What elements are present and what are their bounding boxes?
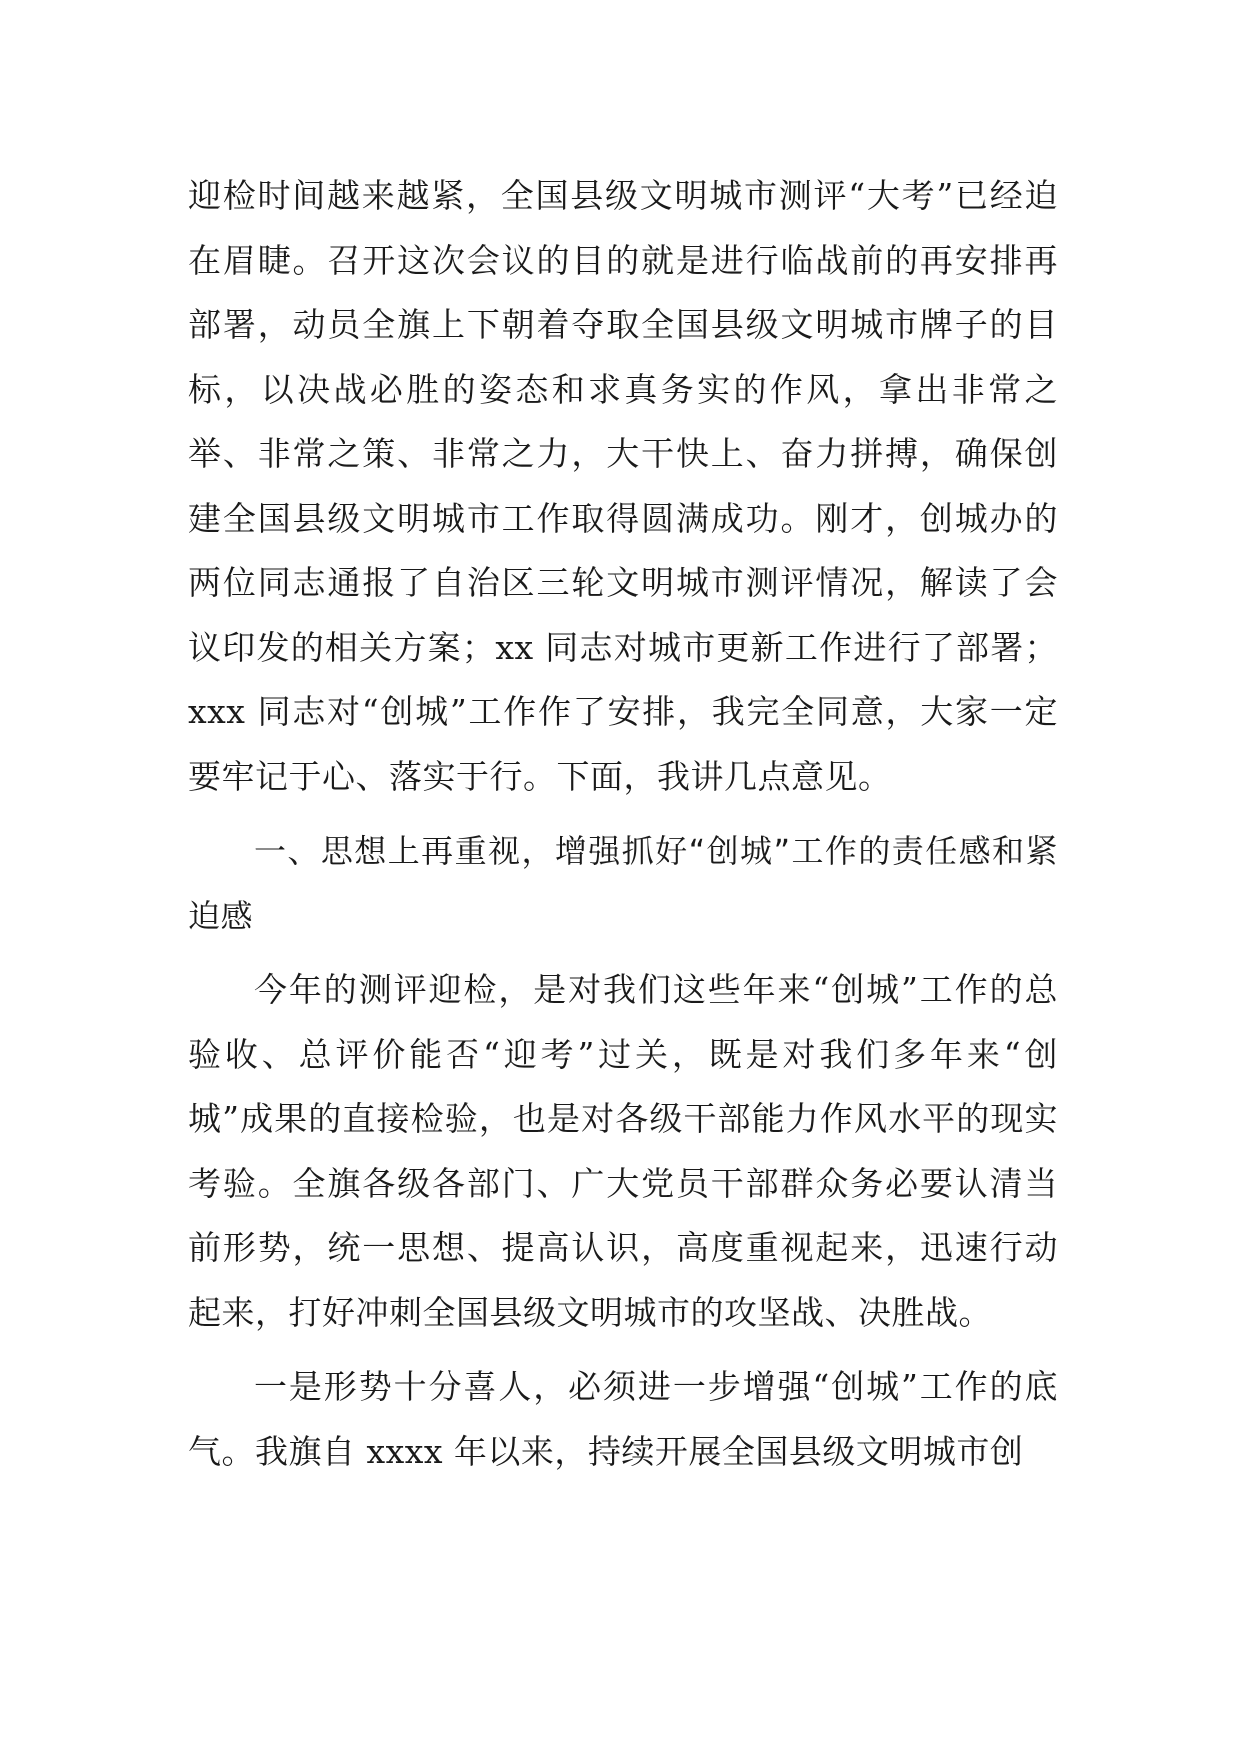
paragraph-section-1: 今年的测评迎检，是对我们这些年来“创城”工作的总验收、总评价能否“迎考”过关，既是对我们多年来“创城”成果的直接检验，也是对各级干部能力作风水平的现实考验。全旗各级各部门、广大党员干部群众务必要认清当前形势，统一思想、提高认识，高度重视起来，迅速行动起来，打好冲刺全国县级文明城市的攻坚战、决胜战。: [188, 970, 1058, 1332]
section-heading-1: 一、思想上再重视，增强抓好“创城”工作的责任感和紧迫感: [188, 832, 1058, 935]
paragraph-intro: 迎检时间越来越紧，全国县级文明城市测评“大考”已经迫在眉睫。召开这次会议的目的就是进行临战前的再安排再部署，动员全旗上下朝着夺取全国县级文明城市牌子的目标，以决战必胜的姿态和求真务实的作风，拿出非常之举、非常之策、非常之力，大干快上、奋力拼搏，确保创建全国县级文明城市工作取得圆满成功。刚才，创城办的两位同志通报了自治区三轮文明城市测评情况，解读了会议印发的相关方案；xx 同志对城市更新工作进行了部署；xxx 同志对“创城”工作作了安排，我完全同意，大家一定要牢记于心、落实于行。下面，我讲几点意见。: [188, 176, 1058, 796]
paragraph-point-1: 一是形势十分喜人，必须进一步增强“创城”工作的底气。我旗自 xxxx 年以来，持续开展全国县级文明城市创: [188, 1367, 1058, 1471]
document-body: [188, 164, 1058, 1484]
